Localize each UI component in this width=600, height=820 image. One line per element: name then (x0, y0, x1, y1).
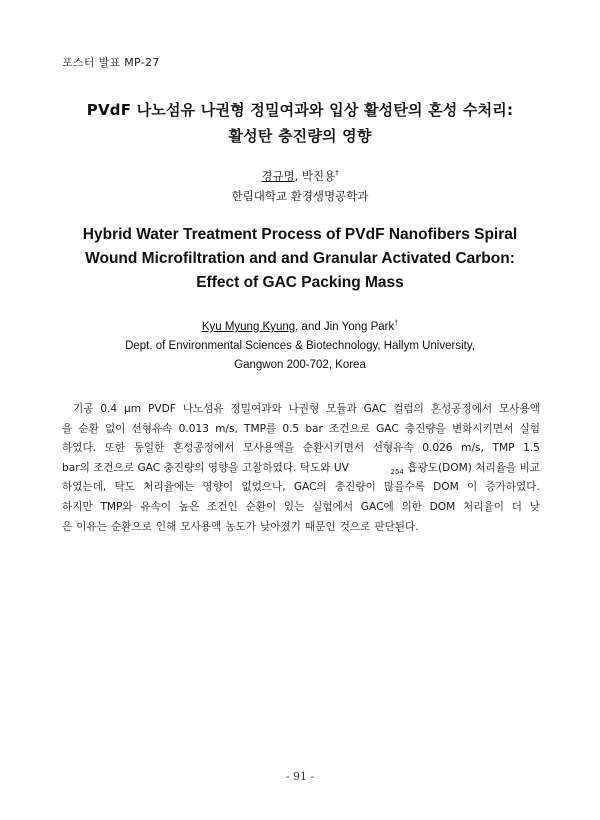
korean-author-separator: , (294, 169, 302, 183)
english-title (0, 223, 600, 295)
abstract-word: PVDF (147, 403, 176, 415)
abstract-word: 1.5 (523, 442, 540, 455)
abstract-word: GAC (376, 422, 399, 435)
abstract-word: 또한 (104, 442, 126, 455)
abstract-line (62, 400, 540, 420)
abstract-word: 영향이 (202, 481, 234, 494)
abstract-word: 증가하였다. (485, 481, 540, 494)
abstract-word: 나권형 (288, 403, 320, 415)
abstract-line (62, 459, 540, 479)
abstract-line (62, 498, 540, 518)
abstract-word: 선형유속 (372, 442, 414, 455)
abstract-word: 없었으나, (241, 481, 286, 494)
korean-title (0, 97, 600, 149)
abstract-word: 혼성공정에서 (430, 403, 493, 415)
abstract-word: 순환으로 (110, 520, 152, 533)
abstract-word: 모사용액 (180, 520, 222, 533)
abstract-word: 하였는데, (62, 481, 107, 494)
abstract-word: 이 (466, 481, 478, 494)
english-title-line1: Hybrid Water Treatment Process of PVdF Nanofibers Spiral (82, 226, 518, 243)
abstract-line (62, 420, 540, 440)
abstract-word: 때문인 (304, 520, 336, 533)
english-title-line3: Effect of GAC Packing Mass (196, 274, 404, 291)
abstract-word: 이유는 (76, 520, 107, 533)
abstract-word: 인해 (155, 520, 177, 533)
abstract-word: 하였다. (62, 442, 97, 455)
abstract-word: TMP와 (100, 500, 133, 513)
abstract-word: 은 (62, 520, 73, 533)
abstract-word: 변화시키면서 (451, 422, 514, 435)
abstract-word: TMP를 (243, 422, 277, 435)
english-affiliation-line1: Dept. of Environmental Sciences & Biotechnology, Hallym University, (125, 340, 475, 352)
abstract-word: 0.026 (422, 442, 453, 455)
abstract-word: 의한 (401, 500, 422, 513)
english-author-1: Kyu Myung Kyung (201, 321, 296, 333)
abstract (62, 400, 540, 537)
abstract-word: 혼성공정에서 (172, 442, 235, 455)
abstract-word: 조건인 (207, 500, 238, 513)
abstract-word: 처리율이 (463, 500, 504, 513)
abstract-word: 유속이 (140, 500, 172, 513)
page-number: - 91 - (285, 770, 315, 783)
abstract-word: 충진량이 (334, 481, 376, 494)
abstract-subscript-text (391, 459, 540, 479)
abstract-word: DOM (429, 500, 456, 513)
abstract-text: 흡광도(DOM) 처리율을 비교 (403, 461, 540, 474)
abstract-word: 더 (511, 500, 522, 513)
abstract-word: 실험 (519, 422, 540, 435)
abstract-word: TMP (492, 442, 515, 455)
abstract-word: 0.013 (178, 422, 209, 435)
abstract-line (62, 478, 540, 498)
korean-affiliation: 한림대학교 환경생명공학과 (231, 189, 369, 203)
abstract-word: m/s, (461, 442, 484, 455)
abstract-word: 높은 (178, 500, 200, 513)
english-title-line2: Wound Microfiltration and and Granular Activated Carbon: (85, 250, 515, 267)
abstract-word: 선형유속 (131, 422, 173, 435)
abstract-line (62, 439, 540, 459)
korean-title-line2: 활성탄 충진량의 영향 (228, 127, 372, 145)
english-author-line (0, 318, 600, 337)
english-authors (0, 318, 600, 375)
poster-tag: 포스터 발표 MP-27 (62, 56, 160, 69)
abstract-word: 컬럼의 (393, 403, 424, 415)
abstract-word: 없이 (104, 422, 126, 435)
abstract-word: 있는 (283, 500, 305, 513)
abstract-word: 판단된다. (374, 520, 419, 533)
abstract-word: 0.4 (100, 403, 118, 415)
abstract-word: 기공 (73, 403, 94, 415)
abstract-word: 나노섬유 (182, 403, 224, 415)
corresponding-mark: † (335, 169, 339, 178)
abstract-word: 동일한 (133, 442, 165, 455)
abstract-line (62, 518, 540, 538)
english-corresponding-mark: † (394, 320, 399, 328)
abstract-word: bar (305, 422, 323, 435)
abstract-word: 하지만 (62, 500, 93, 513)
abstract-word: 낮 (529, 500, 540, 513)
abstract-word: 순환 (78, 422, 99, 435)
korean-author-line (0, 166, 600, 186)
abstract-word: 정밀여과와 (230, 403, 282, 415)
abstract-word: 조건으로 (329, 422, 370, 435)
abstract-word: 모사용액을 (242, 442, 295, 455)
english-affiliation-line2: Gangwon 200-702, Korea (234, 359, 366, 371)
abstract-word: 0.5 (282, 422, 300, 435)
abstract-word: 실험에서 (312, 500, 354, 513)
korean-author-2: 박진용 (301, 169, 336, 183)
abstract-word: μm (124, 403, 142, 415)
abstract-word: 것으로 (339, 520, 371, 533)
abstract-word: GAC의 (293, 481, 327, 494)
abstract-word: 충진량을 (404, 422, 446, 435)
abstract-word: 처리율에는 (143, 481, 195, 494)
abstract-word: 농도가 (225, 520, 256, 533)
abstract-word: 순환시키면서 (302, 442, 365, 455)
abstract-word: DOM (433, 481, 459, 494)
korean-author-1: 경규명 (261, 169, 295, 183)
abstract-text: bar의 조건으로 GAC 충진량의 영향을 고찰하였다. 탁도와 UV (62, 461, 349, 474)
abstract-word: GAC에 (360, 500, 394, 513)
abstract-word: m/s, (215, 422, 238, 435)
abstract-word: 순환이 (245, 500, 277, 513)
abstract-word: 모사용액 (499, 403, 540, 415)
abstract-word: 모듈과 (326, 403, 357, 415)
uv-subscript: 254 (390, 467, 404, 476)
abstract-word: GAC (363, 403, 387, 415)
abstract-word: 을 (62, 422, 73, 435)
abstract-word: 탁도 (114, 481, 135, 494)
korean-authors (0, 166, 600, 206)
abstract-word: 낮아졌기 (259, 520, 301, 533)
abstract-word: 많을수록 (384, 481, 425, 494)
korean-title-line1: PVdF 나노섬유 나권형 정밀여과와 입상 활성탄의 혼성 수처리: (86, 101, 514, 119)
english-author-2: , and Jin Yong Park (295, 321, 395, 333)
